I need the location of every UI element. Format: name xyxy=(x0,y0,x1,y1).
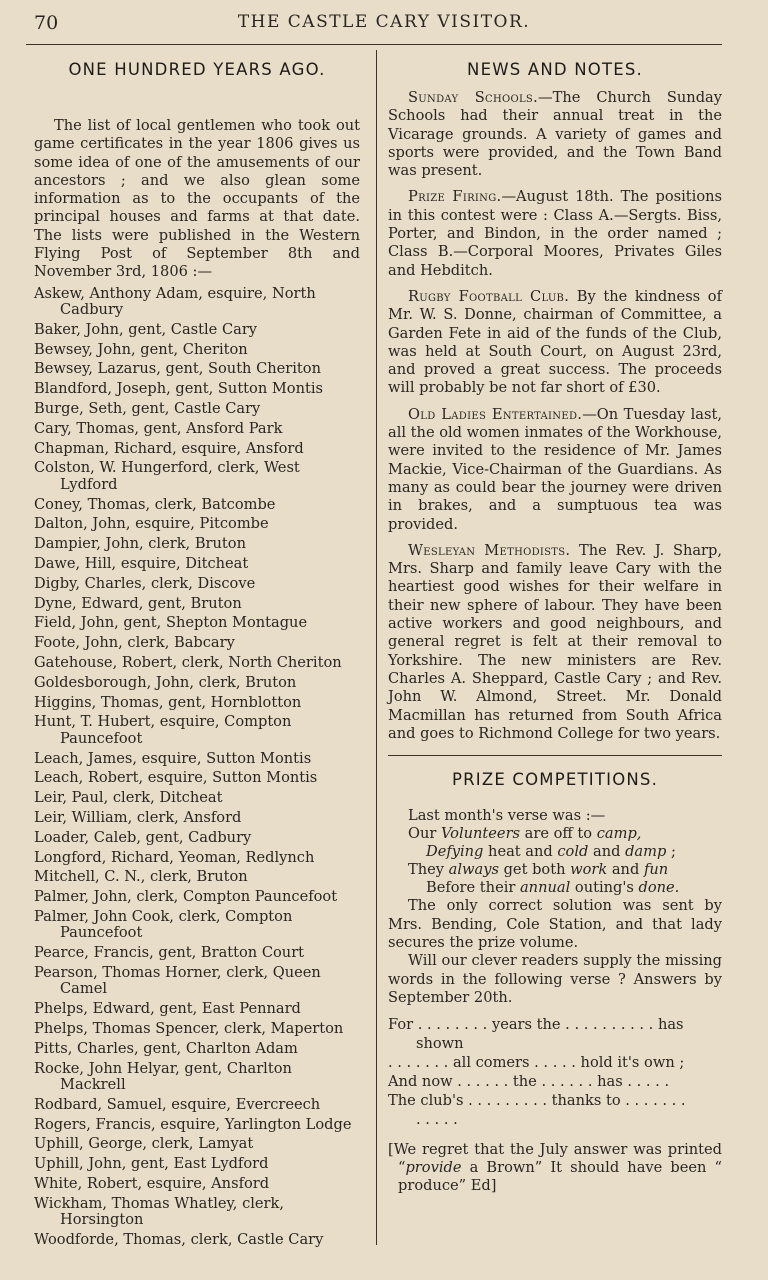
news-item-body: —The Church Sunday Schools had their annual treat in the Vicarage grounds. A variety of games and sports were provided, and the Town Band was present. xyxy=(388,89,722,180)
list-item: Bewsey, Lazarus, gent, South Cheriton xyxy=(34,360,321,378)
news-item-title: Rugby Football Club. xyxy=(408,287,570,305)
intro-paragraph: The list of local gentlemen who took out game certificates in the year 1806 gives us some idea of one of the amusements of our ancestors ; and we also glean some information as to the occupants of the principal houses and farms at that date. The lists were published in the Western Flying Post of September 8th and November 3rd, 1806 :— xyxy=(34,117,360,281)
news-section xyxy=(388,60,722,743)
list-item: Palmer, John, clerk, Compton Pauncefoot xyxy=(34,888,338,906)
section-heading-hundred-years: ONE HUNDRED YEARS AGO. xyxy=(68,60,326,79)
list-item: Bewsey, John, gent, Cheriton xyxy=(34,340,248,358)
list-item: Dampier, John, clerk, Bruton xyxy=(34,535,246,553)
puzzle-line: For . . . . . . . . years the . . . . . . . . . . has xyxy=(388,1016,684,1034)
puzzle-line: And now . . . . . . the . . . . . . has . . . . . xyxy=(388,1073,670,1091)
solution-paragraph: The only correct solution was sent by Mrs. Bending, Cole Station, and that lady secures the prize volume. xyxy=(388,897,722,951)
list-item: White, Robert, esquire, Ansford xyxy=(34,1174,270,1192)
list-item: Burge, Seth, gent, Castle Cary xyxy=(34,400,261,418)
puzzle-line: shown xyxy=(416,1035,464,1053)
news-item xyxy=(388,288,722,398)
list-item: Baker, John, gent, Castle Cary xyxy=(34,320,258,338)
list-item: Colston, W. Hungerford, clerk, West Lydford xyxy=(34,459,300,493)
list-item: Pearson, Thomas Horner, clerk, Queen Camel xyxy=(34,964,321,998)
list-item: Dyne, Edward, gent, Bruton xyxy=(34,594,242,612)
list-item: Leach, James, esquire, Sutton Montis xyxy=(34,749,312,767)
list-item: Chapman, Richard, esquire, Ansford xyxy=(34,439,304,457)
section-heading-prize: PRIZE COMPETITIONS. xyxy=(451,770,659,790)
news-item-title: Prize Firing. xyxy=(408,188,502,206)
list-item: Wickham, Thomas Whatley, clerk, Horsington xyxy=(34,1194,285,1229)
list-item: Uphill, John, gent, East Lydford xyxy=(34,1155,269,1173)
puzzle-verse xyxy=(388,1015,722,1129)
section-divider xyxy=(388,755,722,756)
list-item: Dalton, John, esquire, Pitcombe xyxy=(34,515,269,533)
certificate-list xyxy=(34,286,360,1249)
list-item: Pearce, Francis, gent, Bratton Court xyxy=(34,944,305,962)
list-item: Coney, Thomas, clerk, Batcombe xyxy=(34,495,276,513)
list-item: Digby, Charles, clerk, Discove xyxy=(34,574,256,592)
list-item: Dawe, Hill, esquire, Ditcheat xyxy=(34,555,249,573)
list-item: Gatehouse, Robert, clerk, North Cheriton xyxy=(34,654,342,672)
list-item: Rocke, John Helyar, gent, Charlton Mackrell xyxy=(34,1059,292,1093)
list-item: Hunt, T. Hubert, esquire, Compton Pauncefoot xyxy=(34,713,292,747)
news-item xyxy=(388,89,722,180)
section-heading-news: NEWS AND NOTES. xyxy=(467,60,643,79)
list-item: Leir, William, clerk, Ansford xyxy=(34,809,242,827)
editor-note: [We regret that the July answer was printed “provide a Brown” It should have been “ produce” Ed] xyxy=(388,1141,722,1195)
news-item-body: The Rev. J. Sharp, Mrs. Sharp and family leave Cary with the heartiest good wishes for their welfare in their new sphere of labour. They have been active workers and good neighbours, and general regret is felt at their removal to Yorkshire. The new ministers are Rev. Charles A. Sheppard, Castle Cary ; and Rev. John W. Almond, Street. Mr. Donald Macmillan has returned from South Africa and goes to Richmond College for two years. xyxy=(388,541,722,742)
news-item xyxy=(388,406,722,534)
verse-intro: Last month's verse was :— xyxy=(408,807,606,825)
list-item: Foote, John, clerk, Babcary xyxy=(34,634,235,652)
left-column xyxy=(34,56,360,1252)
verse-line: Our Volunteers are off to camp, xyxy=(408,825,642,843)
list-item: Rogers, Francis, esquire, Yarlington Lodge xyxy=(34,1115,352,1133)
list-item: Askew, Anthony Adam, esquire, North Cadbury xyxy=(34,284,316,319)
list-item: Leir, Paul, clerk, Ditcheat xyxy=(34,789,223,807)
prize-section xyxy=(388,770,722,1195)
news-item-body: —On Tuesday last, all the old women inmates of the Workhouse, were invited to the residence of Mr. James Mackie, Vice-Chairman of the Guardians. As many as could bear the journey were driven in brakes, and a sumptuous tea was provided. xyxy=(388,405,723,533)
verse-line: Before their annual outing's done. xyxy=(426,879,680,897)
news-item xyxy=(388,542,722,743)
running-title: THE CASTLE CARY VISITOR. xyxy=(237,12,531,32)
verse-line: Defying heat and cold and damp ; xyxy=(426,843,676,861)
news-item-title: Wesleyan Methodists. xyxy=(408,541,571,559)
list-item: Phelps, Edward, gent, East Pennard xyxy=(34,1000,301,1018)
puzzle-line: . . . . . . . all comers . . . . . hold it's own ; xyxy=(388,1054,685,1072)
list-item: Mitchell, C. N., clerk, Bruton xyxy=(34,868,248,886)
column-rule xyxy=(376,50,377,1245)
page-number: 70 xyxy=(34,12,59,34)
list-item: Goldesborough, John, clerk, Bruton xyxy=(34,673,297,691)
news-item-body: —August 18th. The positions in this contest were : Class A.—Sergts. Biss, Porter, and Bindon, in the order named ; Class B.—Corporal Moores, Privates Giles and Hebditch. xyxy=(388,188,722,279)
list-item: Blandford, Joseph, gent, Sutton Montis xyxy=(34,380,324,398)
list-item: Leach, Robert, esquire, Sutton Montis xyxy=(34,769,318,787)
list-item: Uphill, George, clerk, Lamyat xyxy=(34,1135,254,1153)
list-item: Rodbard, Samuel, esquire, Evercreech xyxy=(34,1095,321,1113)
news-item-body: By the kindness of Mr. W. S. Donne, chairman of Committee, a Garden Fete in aid of the funds of the Club, was held at South Court, on August 23rd, and proved a great success. The proceeds will probably be not far short of £30. xyxy=(388,287,722,397)
puzzle-line: . . . . . xyxy=(416,1111,458,1129)
list-item: Field, John, gent, Shepton Montague xyxy=(34,614,308,632)
news-item xyxy=(388,188,722,279)
header-rule xyxy=(26,44,722,45)
news-item-title: Sunday Schools. xyxy=(408,89,539,106)
list-item: Palmer, John Cook, clerk, Compton Pauncefoot xyxy=(34,908,293,942)
list-item: Loader, Caleb, gent, Cadbury xyxy=(34,828,252,846)
list-item: Woodforde, Thomas, clerk, Castle Cary xyxy=(34,1230,324,1248)
verse-line: They always get both work and fun xyxy=(408,861,669,879)
list-item: Phelps, Thomas Spencer, clerk, Maperton xyxy=(34,1020,344,1037)
list-item: Higgins, Thomas, gent, Hornblotton xyxy=(34,693,302,711)
list-item: Cary, Thomas, gent, Ansford Park xyxy=(34,419,283,437)
news-items xyxy=(388,89,722,743)
list-item: Longford, Richard, Yeoman, Redlynch xyxy=(34,848,315,866)
list-item: Pitts, Charles, gent, Charlton Adam xyxy=(34,1039,298,1057)
challenge-paragraph: Will our clever readers supply the missing words in the following verse ? Answers by September 20th. xyxy=(388,952,722,1006)
news-item-title: Old Ladies Entertained. xyxy=(408,405,583,423)
right-column xyxy=(388,56,722,1195)
puzzle-line: The club's . . . . . . . . . thanks to . . . . . . . xyxy=(388,1092,686,1110)
